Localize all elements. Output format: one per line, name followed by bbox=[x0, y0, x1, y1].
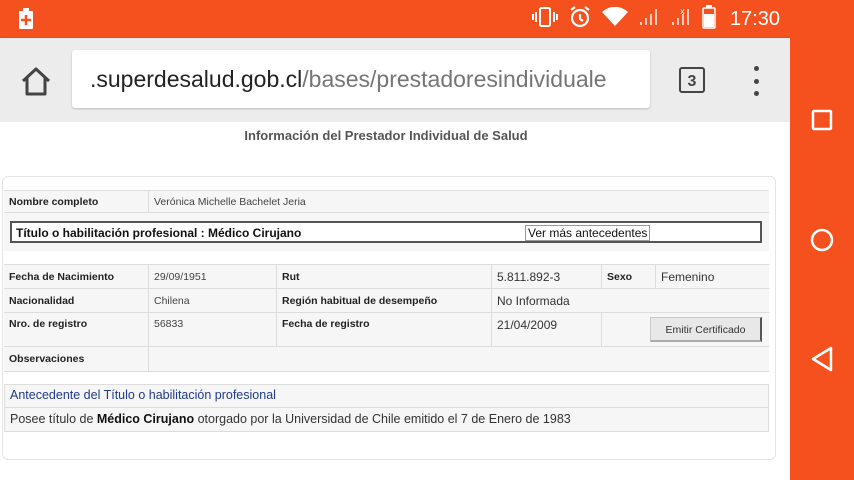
observaciones-label: Observaciones bbox=[9, 353, 85, 365]
antecedente-text: Posee título de Médico Cirujano otorgado por la Universidad de Chile emitido el 7 de Enero de 1983 bbox=[4, 408, 769, 432]
fecha-registro-label: Fecha de registro bbox=[276, 313, 491, 347]
fecha-nacimiento-value: 29/09/1951 bbox=[148, 265, 276, 289]
region-label: Región habitual de desempeño bbox=[276, 289, 491, 313]
nacionalidad-value: Chilena bbox=[148, 289, 276, 313]
tab-switcher-button[interactable]: 3 bbox=[679, 67, 705, 93]
antecedente-heading: Antecedente del Título o habilitación profesional bbox=[4, 384, 769, 408]
recents-button-icon[interactable] bbox=[808, 106, 836, 134]
browser-toolbar bbox=[0, 38, 790, 122]
home-button-icon[interactable] bbox=[808, 226, 836, 254]
ver-mas-antecedentes-button[interactable]: Ver más antecedentes bbox=[525, 225, 650, 241]
battery-saver-icon bbox=[18, 8, 34, 35]
fecha-registro-value: 21/04/2009 bbox=[491, 313, 601, 347]
titulo-text: Título o habilitación profesional : Médico Cirujano bbox=[16, 226, 302, 240]
nacionalidad-label: Nacionalidad bbox=[9, 295, 75, 307]
table-row bbox=[4, 288, 769, 313]
nro-registro-label: Nro. de registro bbox=[9, 318, 88, 330]
battery-icon bbox=[702, 5, 716, 34]
fecha-nacimiento-label: Fecha de Nacimiento bbox=[9, 271, 115, 283]
status-bar bbox=[0, 0, 790, 38]
table-row bbox=[4, 346, 769, 372]
sexo-label: Sexo bbox=[601, 265, 655, 289]
back-button-icon[interactable] bbox=[808, 345, 836, 373]
emitir-certificado-button[interactable]: Emitir Certificado bbox=[650, 317, 762, 342]
nombre-label: Nombre completo bbox=[9, 196, 99, 208]
observaciones-value bbox=[148, 347, 769, 371]
titulo-box bbox=[10, 221, 762, 243]
vibrate-icon bbox=[532, 6, 558, 33]
home-icon[interactable] bbox=[18, 64, 54, 98]
url-text: .superdesalud.gob.cl/bases/prestadoresindividuale bbox=[90, 66, 607, 92]
nro-registro-value: 56833 bbox=[148, 313, 276, 347]
nombre-value: Verónica Michelle Bachelet Jeria bbox=[148, 191, 769, 213]
rut-label: Rut bbox=[276, 265, 491, 289]
table-row bbox=[4, 264, 769, 289]
android-navigation-bar bbox=[790, 0, 854, 480]
rut-value: 5.811.892-3 bbox=[491, 265, 601, 289]
address-bar[interactable] bbox=[72, 50, 650, 108]
sexo-value: Femenino bbox=[655, 265, 769, 289]
signal-icon bbox=[638, 7, 660, 32]
wifi-icon bbox=[602, 7, 628, 32]
region-value: No Informada bbox=[491, 289, 769, 313]
page-title: Información del Prestador Individual de Salud bbox=[244, 128, 528, 143]
signal-icon bbox=[670, 7, 692, 32]
overflow-menu-icon[interactable] bbox=[748, 64, 764, 98]
clock-time: 17:30 bbox=[729, 7, 780, 30]
web-page bbox=[0, 122, 790, 480]
svg-text:x: x bbox=[679, 6, 685, 16]
alarm-icon bbox=[568, 5, 592, 34]
table-row bbox=[4, 190, 769, 213]
